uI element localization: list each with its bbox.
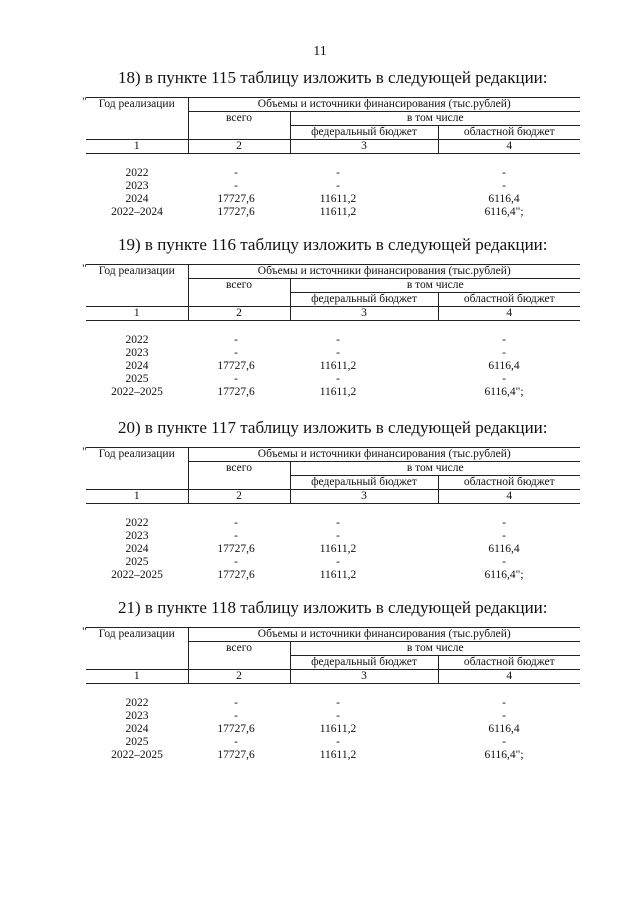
cell-federal: - [336, 180, 340, 192]
header-volumes: Объемы и источники финансирования (тыс.рублей) [188, 265, 580, 279]
cell-regional: 6116,4 [488, 193, 520, 205]
cell-total: 17727,6 [217, 569, 255, 581]
cell-total: 17727,6 [217, 360, 255, 372]
cell-federal: 11611,2 [319, 386, 357, 398]
table-row [86, 749, 580, 762]
table-row [86, 167, 580, 180]
section-heading: 21) в пункте 118 таблицу изложить в следующей редакции: [118, 598, 548, 617]
cell-year: 2024 [125, 543, 149, 555]
cell-regional: 6116,4"; [484, 386, 524, 398]
column-number-2: 2 [188, 490, 290, 504]
header-year: Год реализации [86, 265, 188, 307]
cell-regional: 6116,4"; [484, 569, 524, 581]
column-number-3: 3 [290, 490, 438, 504]
cell-year: 2024 [125, 360, 149, 372]
cell-regional: - [502, 373, 506, 385]
table-row [86, 334, 580, 347]
table-row [86, 543, 580, 556]
header-including: в том числе [290, 642, 580, 656]
table-row [86, 373, 580, 386]
header-federal: федеральный бюджет [290, 476, 438, 490]
cell-total: - [234, 167, 238, 179]
cell-federal: - [336, 517, 340, 529]
cell-regional: 6116,4 [488, 723, 520, 735]
section-heading: 18) в пункте 115 таблицу изложить в следующей редакции: [118, 68, 548, 87]
cell-total: - [234, 334, 238, 346]
column-number-3: 3 [290, 140, 438, 154]
header-federal: федеральный бюджет [290, 656, 438, 670]
header-year: Год реализации [86, 628, 188, 670]
cell-total: - [234, 517, 238, 529]
cell-year: 2022–2025 [111, 569, 163, 581]
table-row [86, 530, 580, 543]
cell-year: 2025 [125, 556, 149, 568]
cell-year: 2022–2025 [111, 386, 163, 398]
cell-regional: 6116,4 [488, 543, 520, 555]
cell-year: 2022 [125, 167, 149, 179]
table-row [86, 697, 580, 710]
cell-regional: - [502, 167, 506, 179]
section-heading: 19) в пункте 116 таблицу изложить в следующей редакции: [118, 235, 548, 254]
opening-quote: " [82, 94, 87, 108]
header-federal: федеральный бюджет [290, 293, 438, 307]
column-number-1: 1 [86, 490, 188, 504]
cell-year: 2022–2025 [111, 749, 163, 761]
cell-regional: 6116,4"; [484, 749, 524, 761]
header-year: Год реализации [86, 448, 188, 490]
cell-regional: - [502, 347, 506, 359]
cell-year: 2022 [125, 517, 149, 529]
header-regional: областной бюджет [438, 293, 580, 307]
cell-regional: - [502, 180, 506, 192]
table-row [86, 517, 580, 530]
table-row [86, 556, 580, 569]
cell-federal: 11611,2 [319, 193, 357, 205]
cell-year: 2024 [125, 723, 149, 735]
column-number-4: 4 [438, 490, 580, 504]
section-heading: 20) в пункте 117 таблицу изложить в следующей редакции: [118, 418, 548, 437]
cell-total: 17727,6 [217, 193, 255, 205]
cell-year: 2023 [125, 347, 149, 359]
header-total: всего [188, 642, 290, 670]
header-regional: областной бюджет [438, 476, 580, 490]
opening-quote: " [82, 624, 87, 638]
cell-regional: - [502, 334, 506, 346]
table-row [86, 193, 580, 206]
column-number-2: 2 [188, 307, 290, 321]
cell-regional: 6116,4 [488, 360, 520, 372]
cell-federal: 11611,2 [319, 543, 357, 555]
cell-total: - [234, 180, 238, 192]
header-volumes: Объемы и источники финансирования (тыс.рублей) [188, 628, 580, 642]
cell-federal: - [336, 556, 340, 568]
cell-federal: 11611,2 [319, 569, 357, 581]
table-row [86, 723, 580, 736]
cell-federal: - [336, 736, 340, 748]
column-number-4: 4 [438, 140, 580, 154]
header-total: всего [188, 279, 290, 307]
cell-year: 2022–2024 [111, 206, 163, 218]
financing-table [86, 627, 580, 762]
cell-year: 2023 [125, 710, 149, 722]
header-federal: федеральный бюджет [290, 126, 438, 140]
cell-regional: - [502, 517, 506, 529]
financing-table [86, 264, 580, 399]
cell-federal: - [336, 347, 340, 359]
opening-quote: " [82, 261, 87, 275]
financing-table [86, 447, 580, 582]
cell-total: - [234, 697, 238, 709]
cell-total: 17727,6 [217, 543, 255, 555]
column-number-4: 4 [438, 307, 580, 321]
column-number-3: 3 [290, 670, 438, 684]
cell-total: - [234, 710, 238, 722]
cell-total: - [234, 556, 238, 568]
table-row [86, 736, 580, 749]
table-row [86, 206, 580, 219]
table-row [86, 347, 580, 360]
cell-year: 2025 [125, 736, 149, 748]
column-number-4: 4 [438, 670, 580, 684]
table-row [86, 386, 580, 399]
cell-federal: 11611,2 [319, 206, 357, 218]
cell-total: - [234, 530, 238, 542]
cell-regional: - [502, 697, 506, 709]
column-number-2: 2 [188, 140, 290, 154]
header-regional: областной бюджет [438, 656, 580, 670]
cell-regional: 6116,4"; [484, 206, 524, 218]
cell-total: - [234, 736, 238, 748]
header-regional: областной бюджет [438, 126, 580, 140]
table-row [86, 180, 580, 193]
header-including: в том числе [290, 112, 580, 126]
cell-year: 2023 [125, 180, 149, 192]
opening-quote: " [82, 444, 87, 458]
cell-year: 2025 [125, 373, 149, 385]
header-total: всего [188, 462, 290, 490]
cell-federal: 11611,2 [319, 360, 357, 372]
table-row [86, 710, 580, 723]
cell-federal: - [336, 373, 340, 385]
column-number-2: 2 [188, 670, 290, 684]
cell-total: - [234, 373, 238, 385]
header-including: в том числе [290, 462, 580, 476]
cell-federal: - [336, 334, 340, 346]
header-year: Год реализации [86, 98, 188, 140]
header-volumes: Объемы и источники финансирования (тыс.рублей) [188, 448, 580, 462]
cell-federal: - [336, 167, 340, 179]
cell-year: 2022 [125, 697, 149, 709]
financing-table [86, 97, 580, 219]
cell-federal: - [336, 710, 340, 722]
cell-year: 2022 [125, 334, 149, 346]
cell-total: 17727,6 [217, 723, 255, 735]
cell-total: 17727,6 [217, 749, 255, 761]
column-number-1: 1 [86, 307, 188, 321]
column-number-3: 3 [290, 307, 438, 321]
cell-federal: - [336, 697, 340, 709]
header-total: всего [188, 112, 290, 140]
page-number: 11 [313, 44, 327, 59]
cell-federal: - [336, 530, 340, 542]
cell-federal: 11611,2 [319, 749, 357, 761]
table-row [86, 360, 580, 373]
table-row [86, 569, 580, 582]
cell-federal: 11611,2 [319, 723, 357, 735]
column-number-1: 1 [86, 140, 188, 154]
cell-total: 17727,6 [217, 206, 255, 218]
cell-regional: - [502, 556, 506, 568]
cell-year: 2023 [125, 530, 149, 542]
cell-total: 17727,6 [217, 386, 255, 398]
header-including: в том числе [290, 279, 580, 293]
cell-regional: - [502, 736, 506, 748]
header-volumes: Объемы и источники финансирования (тыс.рублей) [188, 98, 580, 112]
cell-regional: - [502, 530, 506, 542]
column-number-1: 1 [86, 670, 188, 684]
cell-total: - [234, 347, 238, 359]
cell-year: 2024 [125, 193, 149, 205]
cell-regional: - [502, 710, 506, 722]
